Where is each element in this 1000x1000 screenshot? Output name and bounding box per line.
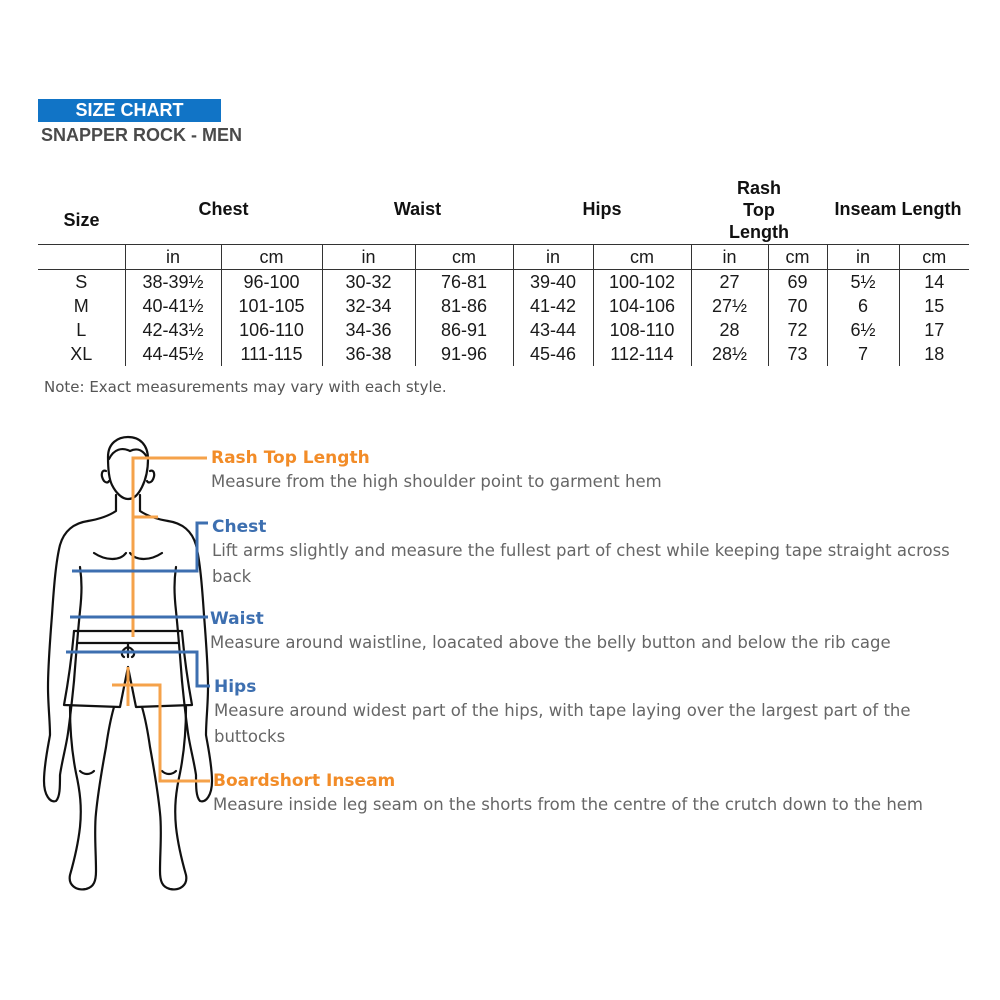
table-cell: 6½ <box>827 318 899 342</box>
size-cell: XL <box>70 344 93 364</box>
guide-title: Boardshort Inseam <box>213 771 396 791</box>
table-cell: 96-100 <box>221 270 322 295</box>
table-cell: 32-34 <box>322 294 415 318</box>
group-header-hips: Hips <box>582 199 622 219</box>
table-cell: 86-91 <box>415 318 513 342</box>
table-cell: 28 <box>691 318 768 342</box>
table-cell: 111-115 <box>221 342 322 366</box>
group-header-inseam-length: Inseam Length <box>834 199 962 219</box>
body-figure <box>30 435 230 910</box>
table-cell: 5½ <box>827 270 899 295</box>
unit-cell: cm <box>899 245 969 270</box>
table-row <box>38 342 969 366</box>
size-chart-badge: SIZE CHART <box>38 99 221 122</box>
chart-subtitle: SNAPPER ROCK - MEN <box>41 125 243 145</box>
table-cell: 17 <box>899 318 969 342</box>
guide-waist <box>210 609 891 656</box>
table-cell: 44-45½ <box>125 342 221 366</box>
table-cell: 41-42 <box>513 294 593 318</box>
table-cell: 39-40 <box>513 270 593 295</box>
table-cell: 72 <box>768 318 827 342</box>
table-cell: 28½ <box>691 342 768 366</box>
unit-cell: in <box>322 245 415 270</box>
guide-title: Hips <box>214 677 257 697</box>
guide-description: Measure from the high shoulder point to garment hem <box>211 472 662 491</box>
unit-cell: cm <box>415 245 513 270</box>
guide-rash-top-length <box>211 448 662 495</box>
guide-hips <box>214 677 934 750</box>
guide-title: Rash Top Length <box>211 448 370 468</box>
size-cell: S <box>75 272 88 292</box>
table-cell: 100-102 <box>593 270 691 295</box>
table-row <box>38 270 969 295</box>
size-table <box>38 175 969 366</box>
guide-description: Measure around widest part of the hips, with tape laying over the largest part of the buttocks <box>214 701 911 746</box>
table-cell: 104-106 <box>593 294 691 318</box>
table-row <box>38 318 969 342</box>
table-cell: 73 <box>768 342 827 366</box>
size-column-header: Size <box>63 210 100 230</box>
table-cell: 42-43½ <box>125 318 221 342</box>
guide-chest <box>212 517 952 590</box>
table-cell: 81-86 <box>415 294 513 318</box>
table-cell: 108-110 <box>593 318 691 342</box>
table-cell: 27 <box>691 270 768 295</box>
table-cell: 34-36 <box>322 318 415 342</box>
guide-title: Chest <box>212 517 267 537</box>
guide-boardshort-inseam <box>213 771 923 818</box>
unit-cell: cm <box>593 245 691 270</box>
table-cell: 45-46 <box>513 342 593 366</box>
measurement-note: Note: Exact measurements may vary with each style. <box>44 378 447 396</box>
table-header-units <box>38 245 969 270</box>
table-cell: 15 <box>899 294 969 318</box>
table-cell: 69 <box>768 270 827 295</box>
table-header-groups <box>38 175 969 245</box>
guide-description: Measure around waistline, loacated above the belly button and below the rib cage <box>210 633 891 652</box>
size-cell: M <box>73 296 89 316</box>
table-cell: 76-81 <box>415 270 513 295</box>
table-cell: 36-38 <box>322 342 415 366</box>
table-cell: 30-32 <box>322 270 415 295</box>
table-cell: 14 <box>899 270 969 295</box>
unit-cell-blank <box>38 245 125 270</box>
size-cell: L <box>76 320 87 340</box>
table-cell: 43-44 <box>513 318 593 342</box>
table-cell: 101-105 <box>221 294 322 318</box>
guide-description: Measure inside leg seam on the shorts from the centre of the crutch down to the hem <box>213 795 923 814</box>
table-cell: 70 <box>768 294 827 318</box>
unit-cell: cm <box>768 245 827 270</box>
table-cell: 112-114 <box>593 342 691 366</box>
guide-description: Lift arms slightly and measure the fullest part of chest while keeping tape straight across back <box>212 541 950 586</box>
group-header-waist: Waist <box>393 199 442 219</box>
group-header-chest: Chest <box>198 199 249 219</box>
unit-cell: in <box>513 245 593 270</box>
unit-cell: in <box>827 245 899 270</box>
table-cell: 40-41½ <box>125 294 221 318</box>
guide-title: Waist <box>210 609 264 629</box>
unit-cell: in <box>691 245 768 270</box>
unit-cell: cm <box>221 245 322 270</box>
unit-cell: in <box>125 245 221 270</box>
table-cell: 7 <box>827 342 899 366</box>
table-row <box>38 294 969 318</box>
table-cell: 106-110 <box>221 318 322 342</box>
table-cell: 6 <box>827 294 899 318</box>
table-cell: 91-96 <box>415 342 513 366</box>
group-header-rash-top-length: Rash Top Length <box>729 177 789 242</box>
table-cell: 18 <box>899 342 969 366</box>
table-cell: 38-39½ <box>125 270 221 295</box>
table-cell: 27½ <box>691 294 768 318</box>
